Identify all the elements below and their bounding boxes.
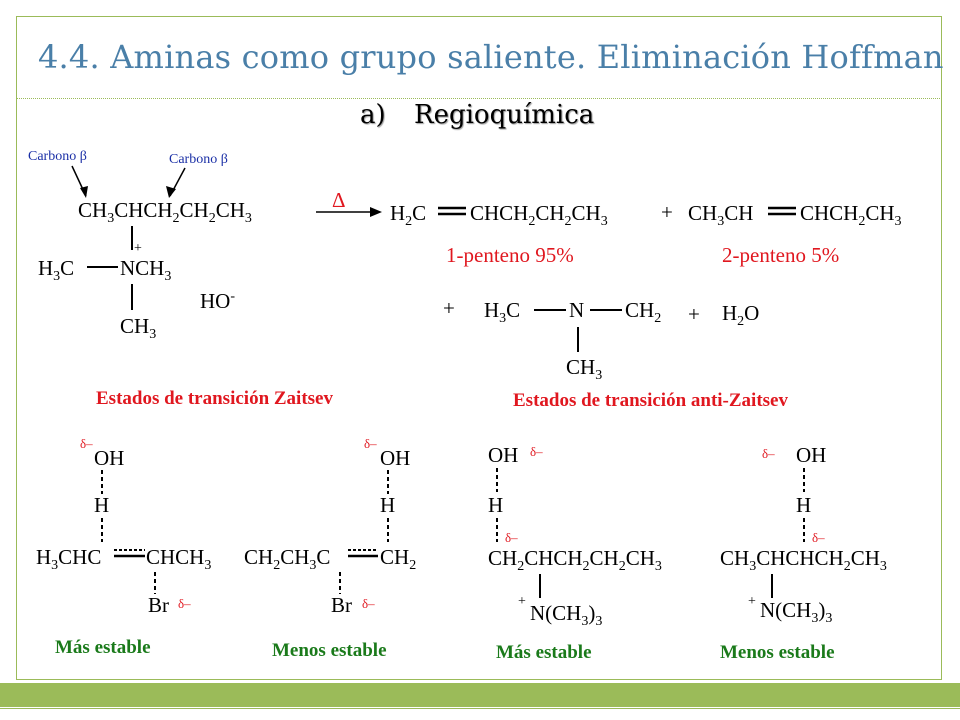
ts1-left: $H_3CHC$: [36, 545, 102, 573]
zaitsev-heading: Estados de transición Zaitsev: [96, 388, 333, 409]
product-2-right: $CHCH_2CH_3$: [800, 201, 902, 229]
delta-minus-br-2: δ–: [362, 596, 375, 611]
ts2-label: Menos estable: [272, 640, 387, 661]
hydroxide: HO-: [200, 289, 236, 313]
carbono-beta-right-label: Carbono β: [169, 152, 228, 167]
amine-left: $H_3C$: [484, 298, 521, 326]
delta-minus-oh-3: δ–: [530, 444, 543, 459]
subtitle-label: a): [360, 100, 386, 130]
product-1-label: 1-penteno 95%: [446, 243, 574, 267]
plus-products: +: [661, 200, 673, 224]
plus-water: +: [688, 302, 700, 326]
delta-minus-oh-4: δ–: [762, 446, 775, 461]
amine-n: N: [569, 298, 585, 322]
ts3-h: H: [488, 493, 504, 517]
water: $H_2O$: [722, 301, 760, 329]
ts3-label: Más estable: [496, 642, 592, 663]
ts4-label: Menos estable: [720, 642, 835, 663]
plus-charge: +: [134, 241, 142, 256]
ts1-h: H: [94, 493, 110, 517]
ts2-oh: OH: [380, 446, 411, 470]
ts1-oh: OH: [94, 446, 125, 470]
plus-amine: +: [443, 296, 455, 320]
ts3-oh: OH: [488, 443, 519, 467]
ts4-nme3: $N(CH_3)_3$: [760, 598, 833, 626]
heat-symbol: Δ: [332, 188, 346, 212]
product-2-label: 2-penteno 5%: [722, 243, 840, 267]
footer-bar: [0, 683, 960, 707]
ts3-chain: $CH_2CHCH_2CH_2CH_3$: [488, 546, 662, 574]
delta-minus-c-3: δ–: [505, 530, 518, 545]
ts4-h: H: [796, 493, 812, 517]
ts2-left: $CH_2CH_3C$: [244, 545, 331, 573]
arrow-beta-left-head: [80, 186, 88, 198]
ts3-nme3: $N(CH_3)_3$: [530, 601, 603, 629]
delta-minus-oh-2: δ–: [364, 436, 377, 451]
ts1-label: Más estable: [55, 637, 151, 658]
amine-methyl: $CH_3$: [566, 355, 603, 383]
slide-title: 4.4. Aminas como grupo saliente. Eliminación Hoffman: [38, 38, 944, 76]
methyl-bottom: $CH_3$: [120, 314, 157, 342]
ts4-oh: OH: [796, 443, 827, 467]
carbono-beta-left-label: Carbono β: [28, 149, 87, 164]
anti-zaitsev-heading: Estados de transición anti-Zaitsev: [513, 390, 788, 411]
product-2-left: $CH_3CH$: [688, 201, 754, 229]
reactant-chain: $CH_3CHCH_2CH_2CH_3$: [78, 198, 252, 226]
ts3-plus: +: [518, 594, 526, 609]
delta-minus-c-4: δ–: [812, 530, 825, 545]
methyl-left: $H_3C$: [38, 256, 75, 284]
ts1-right: $CHCH_3$: [146, 545, 212, 573]
footer-line: [0, 708, 960, 709]
amine-right: $CH_2$: [625, 298, 662, 326]
ts2-h: H: [380, 493, 396, 517]
product-1-right: $CHCH_2CH_2CH_3$: [470, 201, 608, 229]
ts2-br: Br: [331, 593, 352, 617]
nitrogen-group: $NCH_3$: [120, 256, 172, 284]
ts2-right: $CH_2$: [380, 545, 417, 573]
subtitle-text: Regioquímica: [414, 100, 595, 130]
product-1-left: $H_2C$: [390, 201, 427, 229]
delta-minus-oh-1: δ–: [80, 436, 93, 451]
ts4-chain: $CH_3CHCHCH_2CH_3$: [720, 546, 887, 574]
reaction-arrow-head: [370, 207, 382, 217]
ts4-plus: +: [748, 594, 756, 609]
ts1-br: Br: [148, 593, 169, 617]
delta-minus-br-1: δ–: [178, 596, 191, 611]
